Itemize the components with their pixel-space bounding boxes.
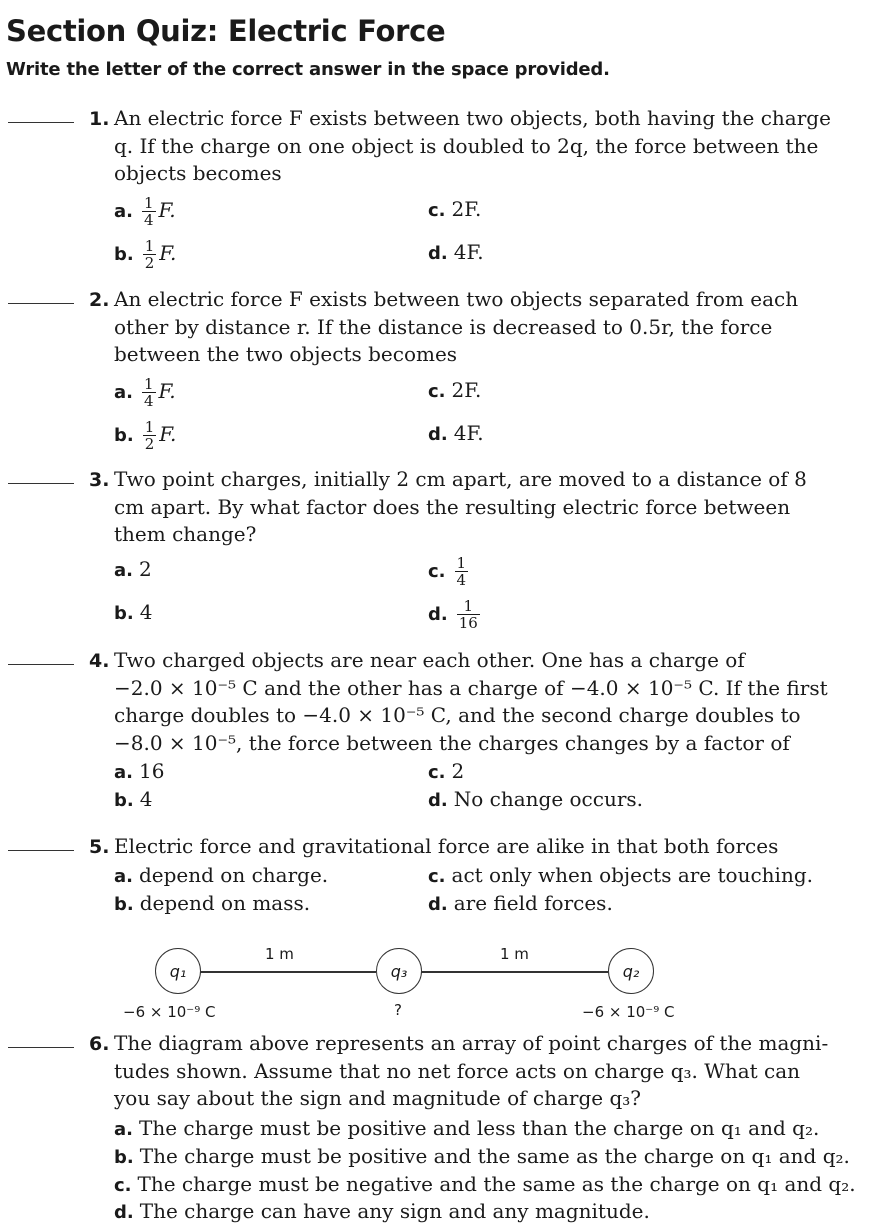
question-number: 4. [89,650,110,672]
numerator: 1 [144,418,155,436]
question-4 [0,647,875,817]
choice-a [114,195,176,228]
question-stem [114,647,828,758]
choice-c [428,376,481,406]
choice-letter: b. [114,894,134,915]
choice-letter: d. [428,424,448,445]
stem-line: An electric force F exists between two objects separated from each [114,287,799,311]
numerator: 1 [143,194,154,212]
choice-text: The charge must be positive and less than the charge on q₁ and q₂. [138,1116,820,1140]
stem-line: −2.0 × 10⁻⁵ C and the other has a charge of −4.0 × 10⁻⁵ C. If the first [114,675,828,700]
choice-text: F. [159,422,177,446]
answer-blank[interactable] [8,483,74,484]
question-stem [114,466,807,549]
stem-line: −8.0 × 10⁻⁵, the force between the charges changes by a factor of [114,731,790,756]
choice-c [428,861,813,891]
question-stem [114,286,798,369]
choice-text: 2 [451,759,465,783]
choice-d [114,1197,650,1227]
stem-line: tudes shown. Assume that no net force acts on charge q₃. What can [114,1058,801,1083]
choice-c [114,1170,856,1200]
choice-a [114,1114,819,1144]
stem-line: them change? [114,522,257,547]
choice-c [428,195,481,225]
choice-a [114,757,164,787]
question-1 [0,105,875,272]
choice-d [428,889,613,919]
choice-letter: d. [428,243,448,264]
question-2 [0,286,875,453]
question-number: 5. [89,836,110,858]
stem-line: you say about the sign and magnitude of charge q₃? [114,1086,642,1111]
choice-letter: b. [114,603,134,624]
choice-b [114,419,176,452]
q2-value: −6 × 10⁻⁹ C [582,1003,675,1021]
fraction [143,419,157,452]
answer-blank[interactable] [8,122,74,123]
q1-value: −6 × 10⁻⁹ C [123,1003,216,1021]
question-6 [0,1030,875,1225]
choice-letter: c. [428,866,446,887]
question-number: 3. [89,469,110,491]
answer-blank[interactable] [8,664,74,665]
choice-letter: c. [428,762,446,783]
choice-letter: a. [114,201,133,222]
choice-letter: c. [114,1175,132,1196]
choice-text: 4 [139,600,153,624]
stem-line: charge doubles to −4.0 × 10⁻⁵ C, and the second charge doubles to [114,703,801,728]
denominator: 16 [458,614,478,632]
choice-d [428,419,484,449]
distance-label-left: 1 m [265,945,294,963]
choice-text: depend on charge. [138,863,329,887]
stem-line: An electric force F exists between two objects, both having the charge [114,106,831,130]
denominator: 4 [143,211,154,229]
page-title: Section Quiz: Electric Force [6,14,446,48]
choice-letter: b. [114,1147,134,1168]
fraction [143,238,157,271]
fraction [142,376,156,409]
choice-letter: c. [428,561,446,582]
choice-text: No change occurs. [453,787,644,811]
answer-blank[interactable] [8,850,74,851]
choice-b [114,238,176,271]
choice-letter: a. [114,866,133,887]
denominator: 2 [144,254,155,272]
fraction [457,598,480,631]
stem-line: Two charged objects are near each other. One has a charge of [114,648,745,672]
choice-d [428,598,483,631]
choice-letter: a. [114,1119,133,1140]
stem-line: other by distance r. If the distance is decreased to 0.5r, the force [114,314,773,339]
choice-text: The charge must be negative and the same as the charge on q₁ and q₂. [137,1172,856,1196]
choice-c [428,757,464,787]
distance-label-right: 1 m [500,945,529,963]
stem-line: Electric force and gravitational force are alike in that both forces [114,834,779,858]
choice-text: F. [158,198,176,222]
choice-d [428,238,484,268]
choice-text: 4 [139,787,153,811]
numerator: 1 [143,375,154,393]
choice-letter: d. [114,1202,134,1223]
charge-q1: q₁ [155,948,201,994]
choice-letter: a. [114,382,133,403]
question-stem [114,105,831,188]
stem-line: Two point charges, initially 2 cm apart, are moved to a distance of 8 [114,467,807,491]
stem-line: The diagram above represents an array of point charges of the magni- [114,1031,829,1055]
choice-text: F. [159,241,177,265]
question-5 [0,833,875,923]
denominator: 2 [144,435,155,453]
choice-b [114,889,310,919]
choice-letter: c. [428,381,446,402]
stem-line: q. If the charge on one object is doubled to 2q, the force between the [114,133,819,158]
question-stem [114,1030,828,1113]
choice-letter: c. [428,200,446,221]
numerator: 1 [456,554,467,572]
choice-b [114,785,152,815]
choice-letter: d. [428,604,448,625]
choice-text: The charge can have any sign and any magnitude. [139,1199,650,1223]
choice-text: 2F. [451,197,482,221]
stem-line: between the two objects becomes [114,342,458,367]
fraction [142,195,156,228]
q3-value: ? [394,1001,402,1019]
choice-letter: a. [114,560,133,581]
connector-line-left [200,971,376,973]
numerator: 1 [144,237,155,255]
question-stem [114,833,778,861]
choice-text: The charge must be positive and the same as the charge on q₁ and q₂. [139,1144,850,1168]
choice-b [114,598,152,628]
choice-text: are field forces. [453,891,613,915]
denominator: 4 [456,571,467,589]
choice-b [114,1142,850,1172]
answer-blank[interactable] [8,1047,74,1048]
numerator: 1 [463,597,474,615]
connector-line-right [420,971,608,973]
choice-a [114,376,176,409]
charge-q2: q₂ [608,948,654,994]
charge-q3: q₃ [376,948,422,994]
choice-text: 2F. [451,378,482,402]
choice-text: F. [158,379,176,403]
choice-text: 4F. [453,240,484,264]
choice-text: 4F. [453,421,484,445]
question-number: 2. [89,289,110,311]
instructions: Write the letter of the correct answer in the space provided. [6,59,610,80]
stem-line: cm apart. By what factor does the resulting electric force between [114,494,791,519]
choice-text: act only when objects are touching. [451,863,813,887]
choice-letter: b. [114,425,134,446]
question-number: 6. [89,1033,110,1055]
choice-text: depend on mass. [139,891,311,915]
charge-diagram [110,940,750,1030]
stem-line: objects becomes [114,161,282,186]
choice-letter: b. [114,244,134,265]
question-3 [0,466,875,636]
choice-c [428,555,471,588]
choice-a [114,861,328,891]
choice-letter: d. [428,894,448,915]
choice-d [428,785,643,815]
choice-text: 2 [138,557,152,581]
question-number: 1. [89,108,110,130]
choice-a [114,555,152,585]
choice-letter: b. [114,790,134,811]
choice-letter: d. [428,790,448,811]
choice-letter: a. [114,762,133,783]
choice-text: 16 [138,759,165,783]
fraction [455,555,469,588]
denominator: 4 [143,392,154,410]
answer-blank[interactable] [8,303,74,304]
